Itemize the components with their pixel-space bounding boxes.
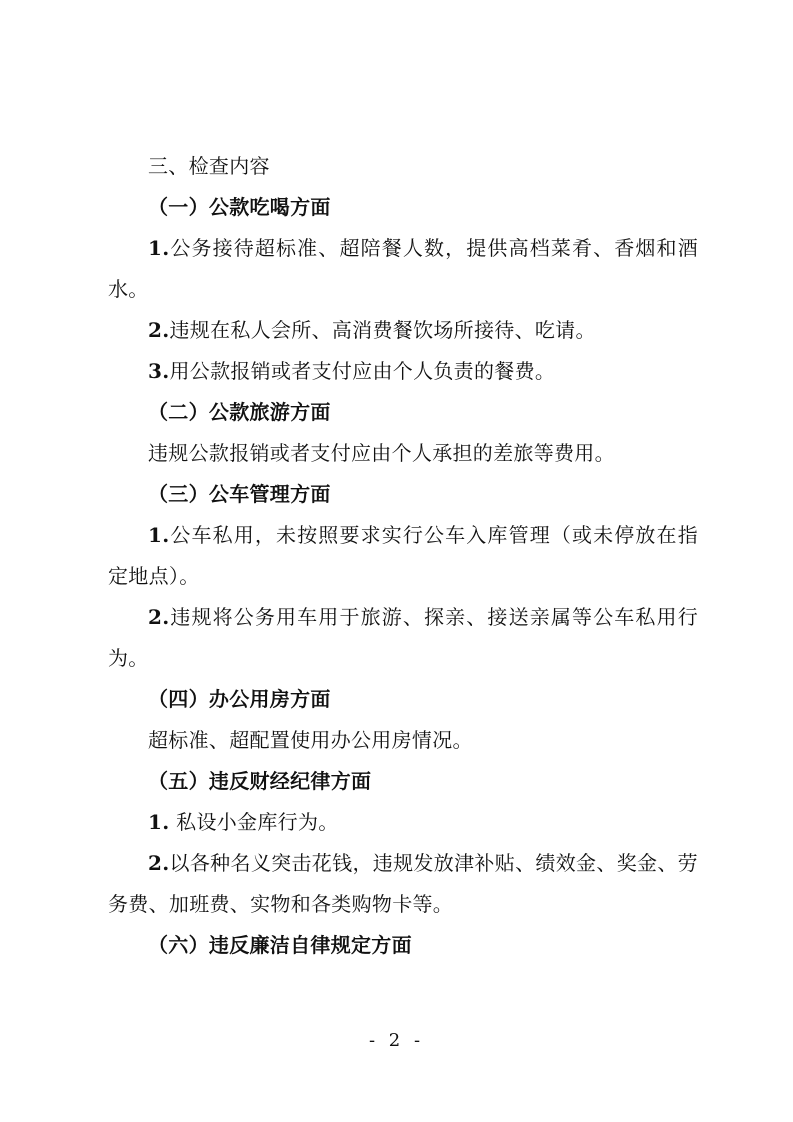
paragraph-5-1 bbox=[108, 802, 698, 843]
subheading-6: （六）违反廉洁自律规定方面 bbox=[148, 933, 412, 957]
paragraph-3-2-line-1 bbox=[108, 597, 698, 638]
item-text: 公务接待超标准、超陪餐人数，提供高档菜肴、香烟和酒 bbox=[169, 236, 698, 260]
paragraph-3-1-line-1 bbox=[108, 515, 698, 556]
item-text: 违规将公务用车用于旅游、探亲、接送亲属等公车私用行 bbox=[169, 605, 698, 629]
subheading-3: （三）公车管理方面 bbox=[148, 482, 331, 506]
item-number: 2. bbox=[148, 851, 170, 875]
item-number: 1. bbox=[148, 236, 170, 260]
item-text: 私设小金库行为。 bbox=[169, 810, 339, 834]
item-text: 以各种名义突击花钱，违规发放津补贴、绩效金、奖金、劳 bbox=[169, 851, 698, 875]
paragraph-1-3 bbox=[108, 351, 698, 392]
paragraph-5-2-line-1 bbox=[108, 843, 698, 884]
paragraph-2: 违规公款报销或者支付应由个人承担的差旅等费用。 bbox=[148, 441, 615, 465]
item-number: 1. bbox=[148, 523, 170, 547]
item-text: 公车私用，未按照要求实行公车入库管理（或未停放在指 bbox=[169, 523, 698, 547]
paragraph-5-2-line-2: 务费、加班费、实物和各类购物卡等。 bbox=[108, 892, 454, 916]
subheading-1: （一）公款吃喝方面 bbox=[148, 195, 331, 219]
section-title: 三、检查内容 bbox=[148, 154, 270, 178]
subheading-2: （二）公款旅游方面 bbox=[148, 400, 331, 424]
item-text: 违规在私人会所、高消费餐饮场所接待、吃请。 bbox=[169, 318, 596, 342]
subheading-4: （四）办公用房方面 bbox=[148, 687, 331, 711]
subheading-5: （五）违反财经纪律方面 bbox=[148, 769, 372, 793]
paragraph-3-2-line-2: 为。 bbox=[108, 646, 149, 670]
item-number: 2. bbox=[148, 318, 170, 342]
item-number: 1. bbox=[148, 810, 170, 834]
document-body bbox=[108, 146, 698, 966]
paragraph-1-2 bbox=[108, 310, 698, 351]
paragraph-3-1-line-2: 定地点）。 bbox=[108, 564, 200, 588]
item-number: 3. bbox=[148, 359, 170, 383]
item-number: 2. bbox=[148, 605, 170, 629]
paragraph-4: 超标准、超配置使用办公用房情况。 bbox=[148, 728, 473, 752]
item-text: 用公款报销或者支付应由个人负责的餐费。 bbox=[169, 359, 556, 383]
paragraph-1-1-line-1 bbox=[108, 228, 698, 269]
page-number: - 2 - bbox=[368, 1030, 425, 1051]
paragraph-1-1-line-2: 水。 bbox=[108, 277, 149, 301]
